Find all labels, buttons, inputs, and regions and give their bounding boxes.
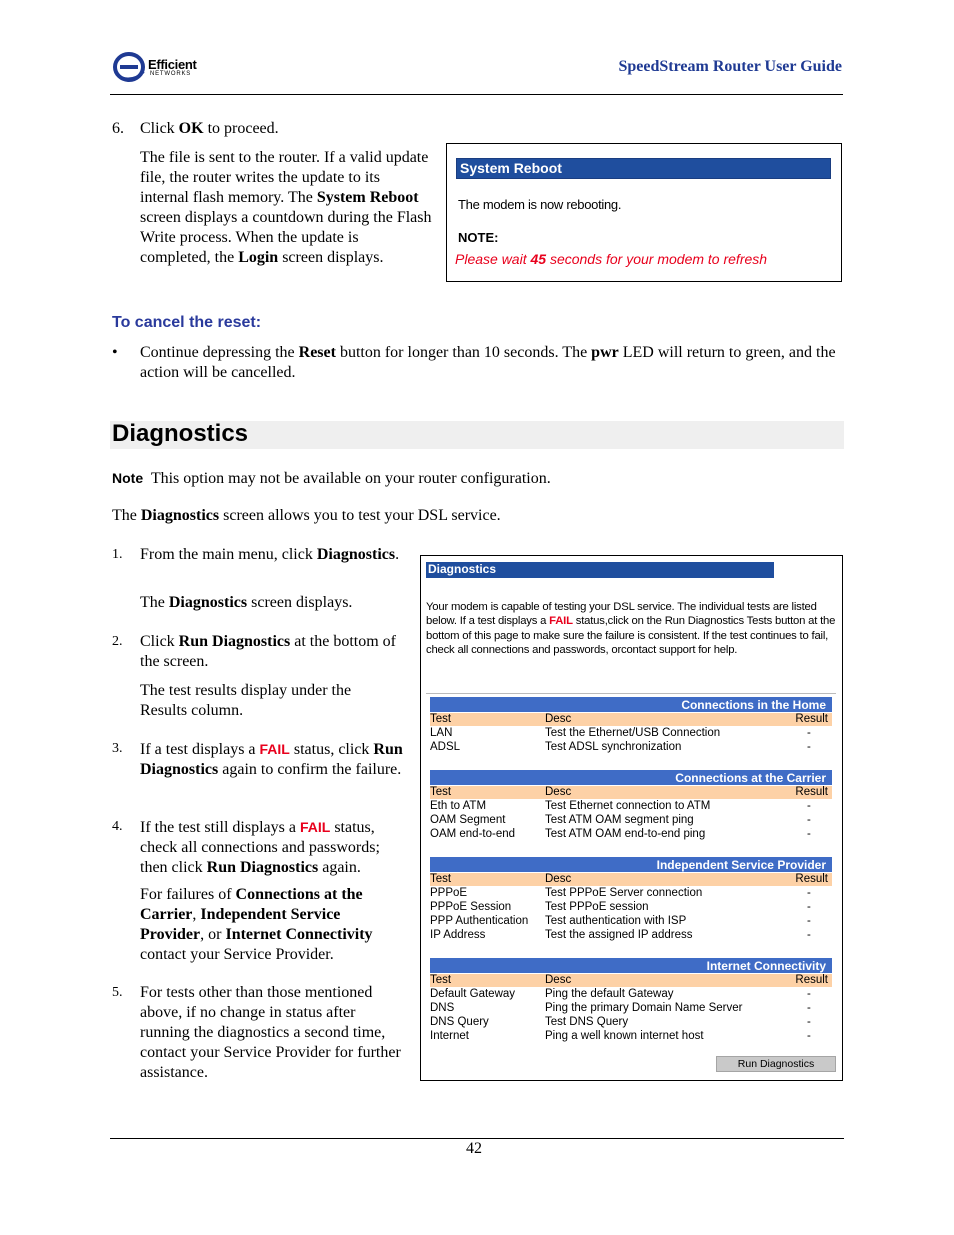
diagnostics-description: Your modem is capable of testing your DSL service. The individual tests are listed below. If a test displays a FAIL status,click on the Run Diagnostics Tests button at the bottom of this page to make sure the failure is consistent. If the test continues to fail, check all connections and passwords, orcontact support for help.	[426, 601, 836, 656]
diagnostics-intro: The Diagnostics screen allows you to test your DSL service.	[112, 507, 501, 524]
note-paragraph: Note This option may not be available on your router configuration.	[112, 470, 551, 487]
column-header-result: Result	[795, 974, 828, 986]
step-1-paragraph: The Diagnostics screen displays.	[140, 594, 353, 611]
column-header-test: Test	[430, 786, 452, 798]
test-description: Ping the primary Domain Name Server	[545, 1002, 743, 1014]
test-description: Test authentication with ISP	[545, 915, 687, 927]
header-divider	[110, 94, 843, 95]
run-diagnostics-button[interactable]: Run Diagnostics	[716, 1056, 836, 1072]
test-description: Test PPPoE session	[545, 901, 649, 913]
test-description: Test the Ethernet/USB Connection	[545, 727, 721, 739]
step-3-text: If a test displays a FAIL status, click Run Diagnostics again to confirm the failure.	[140, 741, 403, 778]
test-result: -	[807, 887, 811, 899]
group-header-bar	[430, 770, 832, 785]
test-name: DNS Query	[430, 1016, 489, 1028]
guide-title: SpeedStream Router User Guide	[618, 58, 842, 75]
test-row	[430, 800, 832, 814]
step-2-number: 2.	[112, 634, 123, 649]
page-number: 42	[466, 1140, 482, 1157]
test-name: Default Gateway	[430, 988, 516, 1000]
test-description: Test ATM OAM end-to-end ping	[545, 828, 706, 840]
efficient-networks-logo	[112, 50, 212, 84]
test-row	[430, 1016, 832, 1030]
system-reboot-screenshot	[446, 143, 842, 282]
test-name: PPP Authentication	[430, 915, 529, 927]
column-header-test: Test	[430, 974, 452, 986]
diagnostics-divider	[426, 693, 836, 694]
test-result: -	[807, 727, 811, 739]
cancel-reset-text: Continue depressing the Reset button for longer than 10 seconds. The pwr LED will return to green, and the action will be cancelled.	[140, 344, 836, 381]
test-result: -	[807, 915, 811, 927]
step-6-number: 6.	[112, 120, 124, 137]
column-header-result: Result	[795, 873, 828, 885]
note-label: Note	[112, 470, 144, 486]
group-title: Connections at the Carrier	[675, 771, 826, 785]
test-name: OAM end-to-end	[430, 828, 516, 840]
diagnostics-screenshot	[420, 555, 843, 1081]
test-description: Test PPPoE Server connection	[545, 887, 703, 899]
test-result: -	[807, 929, 811, 941]
test-description: Test the assigned IP address	[545, 929, 693, 941]
logo-subtext: NETWORKS	[150, 71, 192, 77]
test-row	[430, 741, 832, 755]
test-name: OAM Segment	[430, 814, 506, 826]
reboot-wait-message: Please wait 45 seconds for your modem to refresh	[455, 251, 768, 267]
step-3-number: 3.	[112, 741, 123, 756]
step-6-paragraph: The file is sent to the router. If a valid update file, the router writes the update to its internal flash memory. The System Reboot screen displays a countdown during the Flash Write process. When the update is completed, the Login screen displays.	[140, 149, 432, 266]
test-name: PPPoE	[430, 887, 468, 899]
step-4-number: 4.	[112, 819, 123, 834]
column-header-desc: Desc	[545, 974, 572, 986]
system-reboot-title: System Reboot	[460, 160, 562, 176]
column-header-desc: Desc	[545, 873, 572, 885]
test-result: -	[807, 741, 811, 753]
test-description: Ping the default Gateway	[545, 988, 674, 1000]
test-row	[430, 901, 832, 915]
reboot-note-label: NOTE:	[458, 230, 499, 245]
test-result: -	[807, 828, 811, 840]
diagnostics-title: Diagnostics	[428, 562, 497, 576]
reboot-countdown: 45	[530, 251, 547, 267]
column-header-result: Result	[795, 713, 828, 725]
logo-text: Efficient	[148, 57, 197, 72]
section-title: Diagnostics	[112, 420, 249, 447]
step-1-text: From the main menu, click Diagnostics.	[140, 546, 400, 563]
column-header-row	[430, 713, 832, 726]
test-row	[430, 929, 832, 943]
step-4-text: If the test still displays a FAIL status, check all connections and passwords; then click Run Diagnostics again.	[140, 819, 380, 876]
footer-divider	[110, 1138, 844, 1139]
test-description: Test DNS Query	[545, 1016, 629, 1028]
test-result: -	[807, 1002, 811, 1014]
step-5-number: 5.	[112, 985, 123, 1000]
test-name: Eth to ATM	[430, 800, 487, 812]
test-description: Ping a well known internet host	[545, 1030, 704, 1042]
test-name: PPPoE Session	[430, 901, 512, 913]
group-header-bar	[430, 958, 832, 973]
test-name: IP Address	[430, 929, 486, 941]
test-row	[430, 988, 832, 1002]
diagnostics-title-bar	[426, 562, 774, 578]
test-description: Test ADSL synchronization	[545, 741, 682, 753]
test-row	[430, 828, 832, 842]
column-header-desc: Desc	[545, 786, 572, 798]
group-header-bar	[430, 857, 832, 872]
group-title: Connections in the Home	[681, 698, 826, 712]
test-name: ADSL	[430, 741, 461, 753]
test-row	[430, 887, 832, 901]
column-header-row	[430, 873, 832, 886]
step-1-number: 1.	[112, 547, 123, 562]
group-header-bar	[430, 697, 832, 712]
test-row	[430, 814, 832, 828]
test-name: Internet	[430, 1030, 469, 1042]
step-2-paragraph: The test results display under the Results column.	[140, 682, 352, 719]
test-result: -	[807, 814, 811, 826]
test-result: -	[807, 1016, 811, 1028]
column-header-test: Test	[430, 873, 452, 885]
column-header-result: Result	[795, 786, 828, 798]
test-result: -	[807, 1030, 811, 1042]
test-row	[430, 1002, 832, 1016]
system-reboot-title-bar	[456, 158, 831, 179]
group-title: Independent Service Provider	[656, 858, 826, 872]
test-description: Test ATM OAM segment ping	[545, 814, 694, 826]
test-row	[430, 727, 832, 741]
step-4-paragraph: For failures of Connections at the Carrier, Independent Service Provider, or Internet Connectivity contact your Service Provider.	[140, 886, 373, 963]
column-header-row	[430, 974, 832, 987]
column-header-test: Test	[430, 713, 452, 725]
step-2-text: Click Run Diagnostics at the bottom of the screen.	[140, 633, 397, 670]
reboot-message: The modem is now rebooting.	[458, 197, 622, 212]
test-row	[430, 1030, 832, 1044]
step-5-text: For tests other than those mentioned above, if no change in status after running the diagnostics a second time, contact your Service Provider for further assistance.	[140, 984, 401, 1081]
column-header-row	[430, 786, 832, 799]
column-header-desc: Desc	[545, 713, 572, 725]
cancel-reset-heading: To cancel the reset:	[112, 314, 262, 331]
test-name: LAN	[430, 727, 453, 739]
test-result: -	[807, 800, 811, 812]
test-row	[430, 915, 832, 929]
bullet: •	[112, 344, 118, 361]
test-result: -	[807, 988, 811, 1000]
group-title: Internet Connectivity	[706, 959, 826, 973]
test-name: DNS	[430, 1002, 455, 1014]
test-description: Test Ethernet connection to ATM	[545, 800, 711, 812]
step-6-text: Click OK to proceed.	[140, 120, 279, 137]
test-result: -	[807, 901, 811, 913]
